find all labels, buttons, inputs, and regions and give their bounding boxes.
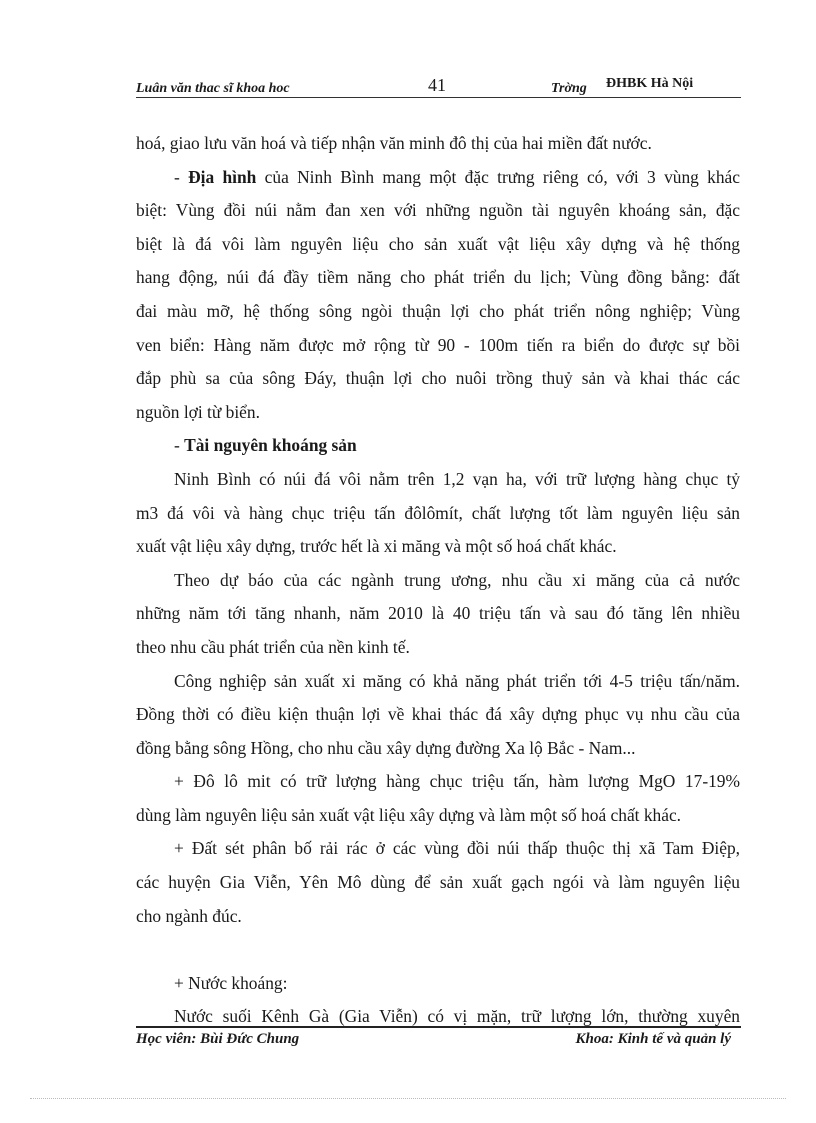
page-footer — [136, 1031, 741, 1051]
line-text: + Đô lô mit có trữ lượng hàng chục triệu tấn, hàm lượng MgO 17-19% — [174, 771, 740, 792]
bold-term: Tài nguyên khoáng sản — [184, 435, 357, 456]
text-line — [136, 530, 740, 564]
text-line — [136, 1000, 740, 1034]
text-line — [136, 564, 740, 598]
text-line — [136, 161, 740, 195]
line-text: đắp phù sa của sông Đáy, thuận lợi cho nuôi trồng thuỷ sản và khai thác các — [136, 368, 740, 389]
text-line — [136, 396, 740, 430]
line-text: đai màu mỡ, hệ thống sông ngòi thuận lợi cho phát triển nông nghiệp; Vùng — [136, 300, 740, 321]
line-text: xuất vật liệu xây dựng, trước hết là xi măng và một số hoá chất khác. — [136, 536, 617, 557]
line-text: m3 đá vôi và hàng chục triệu tấn đôlômít, chất lượng tốt làm nguyên liệu sản — [136, 502, 740, 523]
line-prefix: - — [174, 166, 189, 187]
text-line — [136, 463, 740, 497]
text-line — [136, 900, 740, 934]
header-rule — [136, 97, 741, 98]
text-line — [136, 799, 740, 833]
text-line — [136, 665, 740, 699]
text-line — [136, 698, 740, 732]
page-edge — [30, 1098, 786, 1099]
line-text: Nước suối Kênh Gà (Gia Viễn) có vị mặn, trữ lượng lớn, thường xuyên — [174, 1006, 740, 1027]
text-line — [136, 765, 740, 799]
line-prefix: - — [174, 435, 185, 456]
line-text: Đồng thời có điều kiện thuận lợi về khai thác đá xây dựng phục vụ nhu cầu của — [136, 704, 740, 725]
text-line — [136, 497, 740, 531]
footer-rule — [136, 1026, 741, 1028]
line-text: những năm tới tăng nhanh, năm 2010 là 40 triệu tấn và sau đó tăng lên nhiều — [136, 603, 740, 624]
text-line — [136, 597, 740, 631]
text-line — [136, 228, 740, 262]
line-text: biệt là đá vôi làm nguyên liệu cho sản xuất vật liệu xây dựng và hệ thống — [136, 233, 740, 254]
text-line — [136, 261, 740, 295]
text-line — [136, 866, 740, 900]
blank-line — [136, 933, 740, 967]
line-text: ven biển: Hàng năm được mở rộng từ 90 - 100m tiến ra biển do được sự bồi — [136, 334, 740, 355]
line-text: theo nhu cầu phát triển của nền kinh tế. — [136, 636, 410, 657]
page-number: 41 — [428, 75, 446, 95]
footer-faculty: Khoa: Kinh tế và quản lý — [575, 1031, 731, 1047]
header-school-prefix: Trờng — [551, 81, 587, 96]
header-school-name: ĐHBK Hà Nội — [606, 76, 694, 91]
line-text: biệt: Vùng đồi núi nằm đan xen với những nguồn tài nguyên khoáng sản, đặc — [136, 200, 740, 221]
footer-student-name: Học viên: Bùi Đức Chung — [136, 1031, 300, 1047]
line-text: dùng làm nguyên liệu sản xuất vật liệu xây dựng và làm một số hoá chất khác. — [136, 804, 682, 825]
text-line — [136, 127, 740, 161]
line-text: Theo dự báo của các ngành trung ương, nhu cầu xi măng của cả nước — [174, 569, 740, 590]
line-text: + Nước khoáng: — [174, 972, 288, 993]
line-text: của Ninh Bình mang một đặc trưng riêng có, với 3 vùng khác — [256, 166, 740, 187]
text-line — [136, 967, 740, 1001]
page-header — [136, 75, 741, 98]
text-line — [136, 429, 740, 463]
line-text: hoá, giao lưu văn hoá và tiếp nhận văn minh đô thị của hai miền đất nước. — [136, 133, 652, 153]
text-line — [136, 732, 740, 766]
line-text: đồng bằng sông Hồng, cho nhu cầu xây dựng đường Xa lộ Bắc - Nam... — [136, 737, 636, 758]
text-line — [136, 295, 740, 329]
line-text: hang động, núi đá đầy tiềm năng cho phát triển du lịch; Vùng đồng bằng: đất — [136, 267, 740, 288]
line-text: các huyện Gia Viễn, Yên Mô dùng để sản xuất gạch ngói và làm nguyên liệu — [136, 872, 740, 893]
text-line — [136, 362, 740, 396]
line-text: + Đất sét phân bố rải rác ở các vùng đồi núi thấp thuộc thị xã Tam Điệp, — [174, 838, 740, 859]
document-body — [136, 127, 740, 1034]
text-line — [136, 329, 740, 363]
line-text: Ninh Bình có núi đá vôi nằm trên 1,2 vạn ha, với trữ lượng hàng chục tỷ — [174, 468, 740, 489]
line-text: nguồn lợi từ biển. — [136, 401, 260, 422]
text-line — [136, 194, 740, 228]
line-text: Công nghiệp sản xuất xi măng có khả năng phát triển tới 4-5 triệu tấn/năm. — [174, 670, 740, 691]
text-line — [136, 832, 740, 866]
header-thesis-title: Luân văn thac sĩ khoa hoc — [136, 81, 290, 96]
bold-term: Địa hình — [188, 166, 257, 187]
text-line — [136, 631, 740, 665]
line-text: cho ngành đúc. — [136, 905, 242, 926]
